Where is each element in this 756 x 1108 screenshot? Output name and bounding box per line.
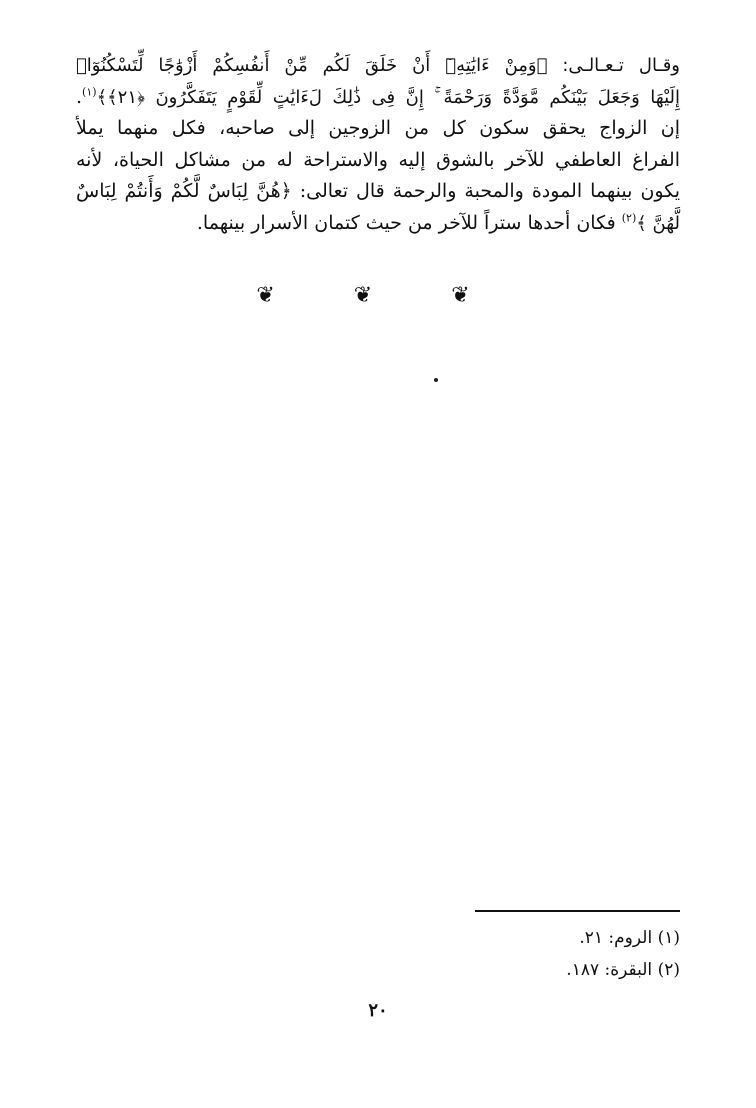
paragraph-line: [76, 50, 680, 82]
quran-verse-part: وقـال تـعـالـى: ﴿وَمِنْ ءَايَٰتِهِۦٓ أَنْ خَلَقَ لَكُم مِّنْ أَنفُسِكُمْ أَزْوَٰجًا لِّتَسْكُنُوٓا۟: [76, 55, 680, 76]
paragraph-line: الفراغ العاطفي للآخر بالشوق إليه والاستراحة له من مشاكل الحياة، لأنه: [76, 148, 680, 171]
floral-ornament-icon: ❦: [353, 283, 403, 308]
paragraph-text: فكان أحدها ستراً للآخر من حيث كتمان الأسرار بينهما.: [196, 211, 616, 234]
main-paragraph: [76, 50, 680, 239]
paragraph-line: [76, 82, 680, 114]
floral-ornament-icon: ❦: [451, 283, 500, 308]
quran-verse-part: إِلَيْهَا وَجَعَلَ بَيْنَكُم مَّوَدَّةً وَرَحْمَةً ۚ إِنَّ فِى ذَٰلِكَ لَءَايَٰتٍ لِّقَوْمٍ يَتَفَكَّرُونَ ﴿٢١﴾﴾: [96, 86, 680, 108]
footnote: [380, 954, 680, 986]
section-divider-ornaments: [0, 283, 756, 308]
line-end-mark: .: [76, 85, 83, 108]
footnote-separator: [475, 910, 680, 912]
floral-ornament-icon: ❦: [256, 283, 305, 308]
footnote-text: الروم: ٢١.: [579, 928, 653, 948]
footnote-text: البقرة: ١٨٧.: [566, 960, 653, 980]
quran-verse-part: لَّهُنَّ ﴾: [636, 212, 680, 234]
footnotes: [380, 922, 680, 986]
paragraph-line: إن الزواج يحقق سكون كل من الزوجين إلى صاحبه، فكل منهما يملأ: [76, 117, 680, 139]
footnote-number: (١): [657, 928, 680, 948]
footnote-ref: (٢): [621, 211, 637, 225]
page-number: ٢٠: [368, 1000, 388, 1021]
paragraph-line: [76, 208, 680, 240]
footnote-number: (٢): [657, 960, 680, 980]
paragraph-line: يكون بينهما المودة والمحبة والرحمة قال تعالى: ﴿هُنَّ لِبَاسٌ لَّكُمْ وَأَنتُمْ لِبَاسٌ: [76, 180, 680, 202]
footnote-ref: (١): [82, 85, 97, 99]
stray-dot: [434, 378, 438, 382]
footnote: [380, 922, 680, 954]
